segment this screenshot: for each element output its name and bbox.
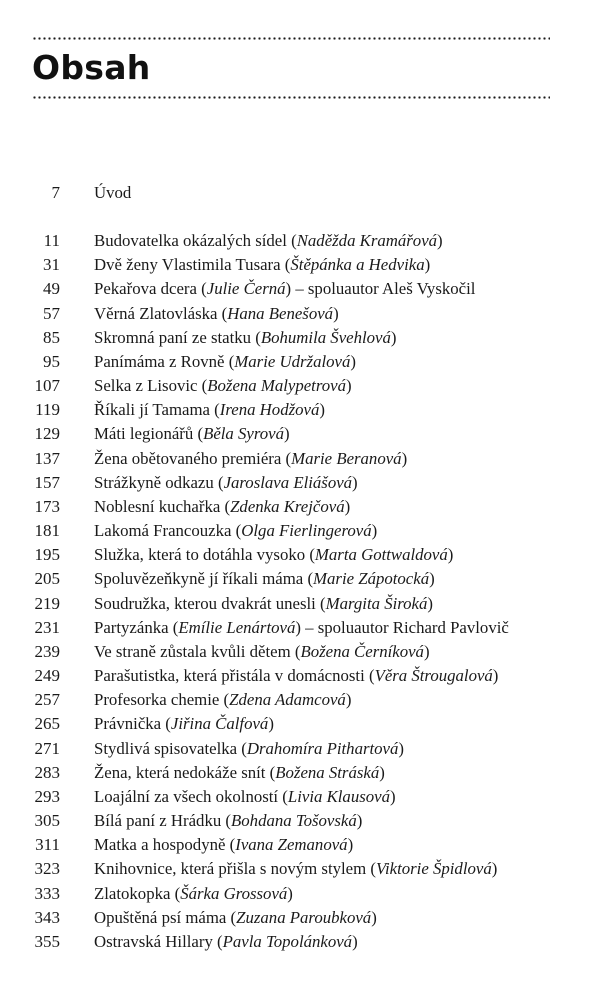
toc-entry bbox=[0, 664, 600, 688]
chapter-author: Božena Černíková bbox=[300, 641, 424, 661]
chapter-author: Šárka Grossová bbox=[180, 883, 288, 903]
toc-chapter-title: Noblesní kuchařka (Zdenka Krejčová) bbox=[94, 496, 351, 516]
toc-chapter-title: Právnička (Jiřina Čalfová) bbox=[94, 714, 274, 734]
toc-entry bbox=[0, 592, 600, 616]
toc-page-number: 305 bbox=[34, 811, 60, 831]
dotted-rule-top bbox=[32, 37, 550, 40]
toc-page-number: 95 bbox=[43, 351, 60, 371]
toc-entry bbox=[0, 277, 600, 301]
toc-entry bbox=[0, 495, 600, 519]
chapter-name: Bílá paní z Hrádku bbox=[94, 811, 222, 831]
toc-chapter-title: Partyzánka (Emílie Lenártová) – spoluautor Richard Pavlovič bbox=[94, 617, 509, 637]
toc-page-number: 137 bbox=[34, 448, 60, 468]
chapter-name: Ostravská Hillary bbox=[94, 931, 213, 951]
chapter-name: Selka z Lisovic bbox=[94, 376, 198, 396]
chapter-author: Věra Štrougalová bbox=[374, 666, 493, 686]
toc-entry bbox=[0, 833, 600, 857]
toc-chapter-title: Spoluvězeňkyně jí říkali máma (Marie Zápotocká) bbox=[94, 569, 435, 589]
chapter-name: Panímáma z Rovně bbox=[94, 351, 225, 371]
chapter-name: Říkali jí Tamama bbox=[94, 400, 210, 420]
chapter-name: Strážkyně odkazu bbox=[94, 472, 214, 492]
toc-chapter-title: Zlatokopka (Šárka Grossová) bbox=[94, 883, 293, 903]
chapter-name: Budovatelka okázalých sídel bbox=[94, 231, 287, 250]
toc-entry bbox=[0, 374, 600, 398]
toc-chapter-title: Žena, která nedokáže snít (Božena Stráská) bbox=[94, 762, 385, 782]
chapter-author: Marie Zápotocká bbox=[313, 569, 430, 589]
toc-entry bbox=[0, 809, 600, 833]
toc-chapter-title: Věrná Zlatovláska (Hana Benešová) bbox=[94, 303, 339, 323]
toc-entry bbox=[0, 567, 600, 591]
toc-page-number: 11 bbox=[43, 231, 60, 250]
toc-entry bbox=[0, 688, 600, 712]
toc-page-number: 85 bbox=[43, 327, 60, 347]
chapter-name: Lakomá Francouzka bbox=[94, 521, 232, 541]
chapter-author: Julie Černá bbox=[206, 279, 286, 299]
toc-entry bbox=[0, 229, 600, 253]
toc-chapter-title bbox=[94, 181, 131, 205]
toc-entry bbox=[0, 882, 600, 906]
chapter-author: Margita Široká bbox=[325, 593, 428, 613]
toc-page-number: 181 bbox=[34, 521, 60, 541]
toc-entry bbox=[0, 761, 600, 785]
chapter-author: Naděžda Kramářová bbox=[296, 231, 438, 250]
toc-page-number: 323 bbox=[34, 859, 60, 879]
toc-entry bbox=[0, 930, 600, 954]
chapter-author: Bohdana Tošovská bbox=[231, 811, 357, 831]
chapter-name: Loajální za všech okolností bbox=[94, 786, 279, 806]
toc-entry bbox=[0, 543, 600, 567]
toc-entry bbox=[0, 253, 600, 277]
chapter-author: Ivana Zemanová bbox=[235, 835, 348, 855]
toc-entry bbox=[0, 181, 600, 205]
toc-entry bbox=[0, 447, 600, 471]
toc-page-number: 57 bbox=[43, 303, 60, 323]
toc-page-number: 271 bbox=[34, 738, 60, 758]
toc-entry bbox=[0, 857, 600, 881]
toc-entry bbox=[0, 712, 600, 736]
chapter-name: Právnička bbox=[94, 714, 162, 734]
chapter-name: Soudružka, kterou dvakrát unesli bbox=[94, 593, 316, 613]
toc-page-number: 195 bbox=[34, 545, 60, 565]
chapter-name: Úvod bbox=[94, 183, 132, 202]
chapter-name: Spoluvězeňkyně jí říkali máma bbox=[94, 569, 304, 589]
toc-entry bbox=[0, 350, 600, 374]
chapter-name: Skromná paní ze statku bbox=[94, 327, 252, 347]
toc-entry bbox=[0, 519, 600, 543]
toc-page-number: 249 bbox=[34, 666, 60, 686]
chapter-author: Zdenka Krejčová bbox=[230, 496, 345, 516]
toc-entry bbox=[0, 422, 600, 446]
toc-page-number: 119 bbox=[35, 400, 60, 420]
chapter-author: Zuzana Paroubková bbox=[236, 907, 372, 927]
toc-page-number: 7 bbox=[51, 183, 60, 202]
chapter-author: Marie Beranová bbox=[291, 448, 402, 468]
chapter-name: Parašutistka, která přistála v domácnosti bbox=[94, 666, 365, 686]
toc-entry bbox=[0, 616, 600, 640]
toc-page-number: 343 bbox=[34, 907, 60, 927]
chapter-coauthor-note: – spoluautor Aleš Vyskočil bbox=[291, 279, 476, 299]
chapter-name: Ve straně zůstala kvůli dětem bbox=[94, 641, 291, 661]
toc-page-number: 219 bbox=[34, 593, 60, 613]
chapter-author: Marta Gottwaldová bbox=[314, 545, 448, 565]
toc-chapter-title: Profesorka chemie (Zdena Adamcová) bbox=[94, 690, 352, 710]
chapter-name: Žena obětovaného premiéra bbox=[94, 448, 282, 468]
toc-page-number: 157 bbox=[34, 472, 60, 492]
chapter-coauthor-note: – spoluautor Richard Pavlovič bbox=[300, 617, 509, 637]
toc-chapter-title: Matka a hospodyně (Ivana Zemanová) bbox=[94, 835, 354, 855]
toc-chapter-title: Stydlivá spisovatelka (Drahomíra Pithartová) bbox=[94, 738, 404, 758]
chapter-author: Bohumila Švehlová bbox=[260, 327, 391, 347]
chapter-author: Olga Fierlingerová bbox=[241, 521, 372, 541]
chapter-name: Matka a hospodyně bbox=[94, 835, 226, 855]
toc-chapter-title: Soudružka, kterou dvakrát unesli (Margita Široká) bbox=[94, 593, 433, 613]
toc-chapter-title: Selka z Lisovic (Božena Malypetrová) bbox=[94, 376, 352, 396]
chapter-name: Služka, která to dotáhla vysoko bbox=[94, 545, 306, 565]
toc-entry bbox=[0, 785, 600, 809]
toc-page-number: 107 bbox=[34, 376, 60, 396]
chapter-author: Irena Hodžová bbox=[219, 400, 320, 420]
toc-entry bbox=[0, 640, 600, 664]
toc-page-number: 173 bbox=[34, 496, 60, 516]
toc-page-number: 333 bbox=[34, 883, 60, 903]
chapter-name: Žena, která nedokáže snít bbox=[94, 762, 266, 782]
toc-chapter-title: Bílá paní z Hrádku (Bohdana Tošovská) bbox=[94, 811, 363, 831]
chapter-author: Štěpánka a Hedvika bbox=[290, 255, 425, 275]
toc-page-number: 205 bbox=[34, 569, 60, 589]
toc-page-number: 231 bbox=[34, 617, 60, 637]
chapter-name: Zlatokopka bbox=[94, 883, 171, 903]
toc-page-number: 355 bbox=[34, 931, 60, 951]
chapter-name: Knihovnice, která přišla s novým stylem bbox=[94, 859, 367, 879]
toc-page-number: 49 bbox=[43, 279, 60, 299]
chapter-author: Pavla Topolánková bbox=[222, 931, 353, 951]
toc-chapter-title: Pekařova dcera (Julie Černá) – spoluautor Aleš Vyskočil bbox=[94, 279, 476, 299]
chapter-author: Viktorie Špidlová bbox=[375, 859, 492, 879]
toc-entry bbox=[0, 398, 600, 422]
chapter-name: Profesorka chemie bbox=[94, 690, 220, 710]
toc-chapter-title: Ve straně zůstala kvůli dětem (Božena Černíková) bbox=[94, 641, 430, 661]
toc-chapter-title: Opuštěná psí máma (Zuzana Paroubková) bbox=[94, 907, 377, 927]
toc-page-number: 239 bbox=[34, 641, 60, 661]
toc-chapter-title: Máti legionářů (Běla Syrová) bbox=[94, 424, 290, 444]
chapter-author: Božena Stráská bbox=[275, 762, 380, 782]
toc-chapter-title: Skromná paní ze statku (Bohumila Švehlová) bbox=[94, 327, 397, 347]
toc-entry bbox=[0, 326, 600, 350]
toc-chapter-title: Služka, která to dotáhla vysoko (Marta Gottwaldová) bbox=[94, 545, 454, 565]
chapter-name: Věrná Zlatovláska bbox=[94, 303, 218, 323]
chapter-name: Dvě ženy Vlastimila Tusara bbox=[94, 255, 281, 275]
toc-entry bbox=[0, 302, 600, 326]
chapter-author: Božena Malypetrová bbox=[207, 376, 346, 396]
toc-chapter-title: Říkali jí Tamama (Irena Hodžová) bbox=[94, 400, 325, 420]
toc-page-number: 129 bbox=[34, 424, 60, 444]
toc-entry bbox=[0, 471, 600, 495]
chapter-name: Noblesní kuchařka bbox=[94, 496, 221, 516]
chapter-name: Opuštěná psí máma bbox=[94, 907, 227, 927]
toc-page-number: 257 bbox=[34, 690, 60, 710]
chapter-author: Jiřina Čalfová bbox=[170, 714, 269, 734]
chapter-name: Partyzánka bbox=[94, 617, 169, 637]
toc-chapter-title: Dvě ženy Vlastimila Tusara (Štěpánka a Hedvika) bbox=[94, 255, 431, 275]
chapter-name: Stydlivá spisovatelka bbox=[94, 738, 238, 758]
chapter-name: Pekařova dcera bbox=[94, 279, 197, 299]
toc-page-number: 293 bbox=[34, 786, 60, 806]
toc-page-number: 311 bbox=[35, 835, 60, 855]
chapter-author: Marie Udržalová bbox=[234, 351, 351, 371]
toc-chapter-title: Knihovnice, která přišla s novým stylem (Viktorie Špidlová) bbox=[94, 859, 498, 879]
chapter-author: Emílie Lenártová bbox=[178, 617, 296, 637]
toc-chapter-title: Ostravská Hillary (Pavla Topolánková) bbox=[94, 931, 358, 951]
chapter-author: Jaroslava Eliášová bbox=[223, 472, 353, 492]
toc-page-number: 31 bbox=[43, 255, 60, 275]
toc-chapter-title: Loajální za všech okolností (Livia Klausová) bbox=[94, 786, 396, 806]
dotted-rule-bottom bbox=[32, 96, 550, 99]
chapter-author: Livia Klausová bbox=[287, 786, 390, 806]
toc-chapter-title: Žena obětovaného premiéra (Marie Beranová) bbox=[94, 448, 408, 468]
toc-chapter-title: Lakomá Francouzka (Olga Fierlingerová) bbox=[94, 521, 378, 541]
chapter-author: Hana Benešová bbox=[227, 303, 334, 323]
chapter-author: Zdena Adamcová bbox=[229, 690, 346, 710]
toc-page-number: 283 bbox=[34, 762, 60, 782]
chapter-author: Drahomíra Pithartová bbox=[246, 738, 399, 758]
chapter-name: Máti legionářů bbox=[94, 424, 194, 444]
toc-page-number: 265 bbox=[34, 714, 60, 734]
page-title: Obsah bbox=[32, 48, 151, 87]
toc-entry bbox=[0, 737, 600, 761]
toc-chapter-title: Parašutistka, která přistála v domácnosti (Věra Štrougalová) bbox=[94, 666, 499, 686]
chapter-author: Běla Syrová bbox=[203, 424, 284, 444]
toc-chapter-title: Panímáma z Rovně (Marie Udržalová) bbox=[94, 351, 356, 371]
toc-chapter-title: Strážkyně odkazu (Jaroslava Eliášová) bbox=[94, 472, 358, 492]
toc-chapter-title: Budovatelka okázalých sídel (Naděžda Kramářová) bbox=[94, 231, 443, 250]
toc-entry bbox=[0, 906, 600, 930]
